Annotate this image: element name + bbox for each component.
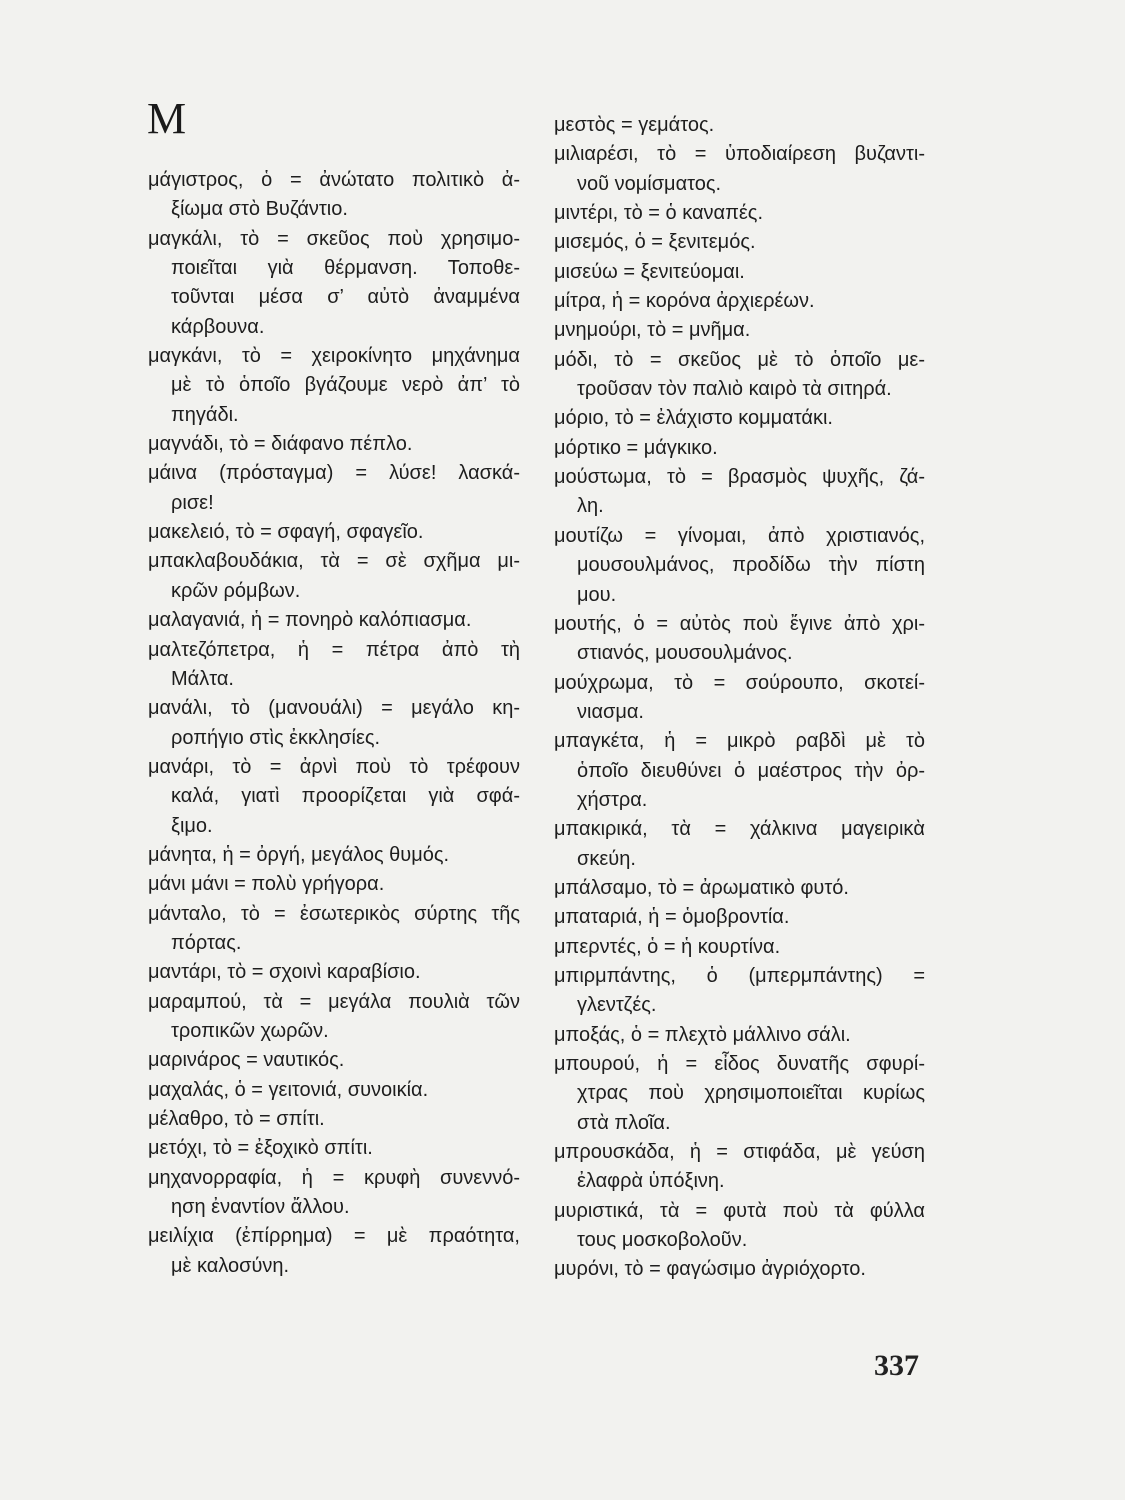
entry-line: μαχαλάς, ὁ = γειτονιά, συνοικία. <box>148 1078 429 1101</box>
glossary-entry <box>554 610 925 669</box>
entry-line: μπαγκέτα, ἡ = μικρὸ ραβδὶ μὲ τὸ <box>554 730 925 753</box>
entry-line: νοῦ νομίσματος. <box>577 172 722 195</box>
entry-line: μαλτεζόπετρα, ἡ = πέτρα ἀπὸ τὴ <box>148 638 520 661</box>
entry-line: μιντέρι, τὸ = ὁ καναπές. <box>554 202 764 225</box>
glossary-entry <box>148 841 520 870</box>
entry-line: μάινα (πρόσταγμα) = λύσε! λασκά- <box>148 462 520 485</box>
glossary-entry <box>148 900 520 959</box>
entry-line: μυριστικά, τὰ = φυτὰ ποὺ τὰ φύλλα <box>554 1199 925 1222</box>
entry-line: μαντάρι, τὸ = σχοινὶ καραβίσιο. <box>148 961 421 984</box>
entry-line: μόριο, τὸ = ἐλάχιστο κομματάκι. <box>554 407 833 430</box>
glossary-entry <box>554 727 925 815</box>
glossary-entry <box>554 199 925 228</box>
entry-line: μάνι μάνι = πολὺ γρήγορα. <box>148 873 385 896</box>
entry-line: μαρινάρος = ναυτικός. <box>148 1049 345 1072</box>
entry-line: μπερντές, ὁ = ἡ κουρτίνα. <box>554 935 781 958</box>
entry-line: τους μοσκοβολοῦν. <box>577 1229 748 1252</box>
entry-line: μπρουσκάδα, ἡ = στιφάδα, μὲ γεύση <box>554 1141 925 1164</box>
glossary-entry <box>554 463 925 522</box>
glossary-entry <box>554 669 925 728</box>
glossary-entry <box>554 933 925 962</box>
glossary-entry <box>148 1164 520 1223</box>
entry-line: μὲ τὸ ὁποῖο βγάζουμε νερὸ ἀπ’ τὸ <box>171 374 520 397</box>
entry-line: μποξάς, ὁ = πλεχτὸ μάλλινο σάλι. <box>554 1023 851 1046</box>
entry-line: ἐλαφρὰ ὑπόξινη. <box>577 1170 725 1193</box>
entry-line: πόρτας. <box>171 931 242 954</box>
glossary-entry <box>554 962 925 1021</box>
entry-line: ρισε! <box>171 491 214 514</box>
glossary-entry <box>148 547 520 606</box>
entry-line: μισεύω = ξενιτεύομαι. <box>554 260 745 283</box>
glossary-entry <box>554 1197 925 1256</box>
entry-line: μουσουλμάνος, προδίδω τὴν πίστη <box>577 554 925 577</box>
entry-line: μάνητα, ἡ = ὀργή, μεγάλος θυμός. <box>148 843 450 866</box>
entry-line: μεστὸς = γεμάτος. <box>554 114 715 136</box>
glossary-entry <box>554 287 925 316</box>
entry-line: στὰ πλοῖα. <box>577 1111 671 1134</box>
entry-line: νιασμα. <box>577 700 644 723</box>
entry-line: κάρβουνα. <box>171 315 265 338</box>
entry-line: μαγκάνι, τὸ = χειροκίνητο μηχάνημα <box>148 345 520 368</box>
glossary-entry <box>148 166 520 225</box>
glossary-entry <box>554 140 925 199</box>
entry-line: μπαταριά, ἡ = ὁμοβροντία. <box>554 906 790 929</box>
entry-line: μίτρα, ἡ = κορόνα ἀρχιερέων. <box>554 290 815 313</box>
glossary-entry <box>554 522 925 610</box>
entry-line: μόρτικο = μάγκικο. <box>554 436 718 459</box>
entry-line: κρῶν ρόμβων. <box>171 579 301 602</box>
entry-line: ροπήγιο στὶς ἐκκλησίες. <box>171 726 381 749</box>
glossary-entry <box>148 1046 520 1075</box>
glossary-entry <box>148 870 520 899</box>
entry-line: μετόχι, τὸ = ἐξοχικὸ σπίτι. <box>148 1137 373 1160</box>
entry-line: σκεύη. <box>577 847 636 870</box>
entry-line: μαραμπού, τὰ = μεγάλα πουλιὰ τῶν <box>148 990 520 1013</box>
glossary-entry <box>148 1105 520 1134</box>
glossary-entry <box>554 228 925 257</box>
entry-line: χήστρα. <box>577 788 648 811</box>
glossary-entry <box>148 1076 520 1105</box>
entry-line: μαγνάδι, τὸ = διάφανο πέπλο. <box>148 433 413 456</box>
glossary-entry <box>148 988 520 1047</box>
entry-line: μιλιαρέσι, τὸ = ὑποδιαίρεση βυζαντι- <box>554 143 925 166</box>
entry-line: μανάρι, τὸ = ἀρνὶ ποὺ τὸ τρέφουν <box>148 755 520 778</box>
entry-line: ποιεῖται γιὰ θέρμανση. Τοποθε- <box>171 257 520 280</box>
glossary-entry <box>554 404 925 433</box>
glossary-entry <box>148 958 520 987</box>
glossary-entry <box>148 1134 520 1163</box>
entry-line: μέλαθρο, τὸ = σπίτι. <box>148 1108 325 1130</box>
page-number: 337 <box>874 1349 919 1382</box>
entry-line: μακελειό, τὸ = σφαγή, σφαγεῖο. <box>148 521 424 544</box>
glossary-entry <box>148 694 520 753</box>
entry-line: μειλίχια (ἐπίρρημα) = μὲ πραότητα, <box>148 1225 520 1248</box>
entry-line: μηχανορραφία, ἡ = κρυφὴ συνεννό- <box>148 1166 520 1189</box>
glossary-entry <box>148 459 520 518</box>
entry-line: καλά, γιατὶ προορίζεται γιὰ σφά- <box>171 785 520 808</box>
entry-line: μπάλσαμο, τὸ = ἀρωματικὸ φυτό. <box>554 876 849 899</box>
entry-line: μάνταλο, τὸ = ἐσωτερικὸς σύρτης τῆς <box>148 902 520 925</box>
entry-line: ξίωμα στὸ Βυζάντιο. <box>171 198 348 221</box>
entry-line: μουτίζω = γίνομαι, ἀπὸ χριστιανός, <box>554 524 925 547</box>
entry-line: ηση ἐναντίον ἄλλου. <box>171 1196 350 1219</box>
glossary-entry <box>554 874 925 903</box>
entry-line: μαγκάλι, τὸ = σκεῦος ποὺ χρησιμο- <box>148 227 520 250</box>
glossary-entry <box>554 111 925 140</box>
entry-line: μπακλαβουδάκια, τὰ = σὲ σχῆμα μι- <box>148 550 520 573</box>
glossary-entry <box>148 430 520 459</box>
section-letter-heading: Μ <box>147 94 187 143</box>
glossary-entry <box>554 1138 925 1197</box>
glossary-entry <box>554 346 925 405</box>
entry-line: μούστωμα, τὸ = βρασμὸς ψυχῆς, ζά- <box>554 466 925 489</box>
entry-line: μάγιστρος, ὁ = ἀνώτατο πολιτικὸ ἀ- <box>148 169 520 191</box>
entry-line: μου. <box>577 583 617 606</box>
glossary-entry <box>148 606 520 635</box>
entry-line: τοῦνται μέσα σ’ αὐτὸ ἀναμμένα <box>171 286 520 309</box>
entry-line: στιανός, μουσουλμάνος. <box>577 642 793 665</box>
entry-line: μόδι, τὸ = σκεῦος μὲ τὸ ὁποῖο με- <box>554 348 925 371</box>
glossary-entry <box>148 636 520 695</box>
glossary-entry <box>554 903 925 932</box>
entry-line: χτρας ποὺ χρησιμοποιεῖται κυρίως <box>577 1082 925 1105</box>
entry-line: μανάλι, τὸ (μανουάλι) = μεγάλο κη- <box>148 697 520 720</box>
glossary-entry <box>554 815 925 874</box>
glossary-entry <box>148 342 520 430</box>
entry-line: Μάλτα. <box>171 667 234 690</box>
entry-line: μὲ καλοσύνη. <box>171 1254 290 1277</box>
entry-line: τροπικῶν χωρῶν. <box>171 1019 329 1042</box>
entry-line: μουτής, ὁ = αὐτὸς ποὺ ἔγινε ἀπὸ χρι- <box>554 612 925 635</box>
glossary-entry <box>148 753 520 841</box>
entry-line: λη. <box>577 495 604 518</box>
glossary-entry <box>554 434 925 463</box>
glossary-entry <box>554 258 925 287</box>
glossary-entry <box>148 225 520 342</box>
entry-line: μπακιρικά, τὰ = χάλκινα μαγειρικὰ <box>554 818 925 841</box>
glossary-entry <box>554 1050 925 1138</box>
right-column <box>554 111 925 1285</box>
glossary-entry <box>148 1222 520 1281</box>
entry-line: μυρόνι, τὸ = φαγώσιμο ἀγριόχορτο. <box>554 1258 866 1281</box>
entry-line: μπουρού, ἡ = εἶδος δυνατῆς σφυρί- <box>554 1053 925 1075</box>
left-column <box>148 166 520 1281</box>
entry-line: μαλαγανιά, ἡ = πονηρὸ καλόπιασμα. <box>148 609 472 632</box>
entry-line: γλεντζές. <box>577 994 657 1017</box>
entry-line: ξιμο. <box>171 814 213 837</box>
entry-line: ὁποῖο διευθύνει ὁ μαέστρος τὴν ὀρ- <box>577 759 925 782</box>
glossary-entry <box>554 1021 925 1050</box>
entry-line: τροῦσαν τὸν παλιὸ καιρὸ τὰ σιτηρά. <box>577 378 892 401</box>
entry-line: μπιρμπάντης, ὁ (μπερμπάντης) = <box>554 964 925 987</box>
glossary-entry <box>554 316 925 345</box>
glossary-entry <box>148 518 520 547</box>
entry-line: πηγάδι. <box>171 403 239 426</box>
glossary-entry <box>554 1255 925 1284</box>
entry-line: μνημούρι, τὸ = μνῆμα. <box>554 319 751 342</box>
entry-line: μισεμός, ὁ = ξενιτεμός. <box>554 231 756 254</box>
entry-line: μούχρωμα, τὸ = σούρουπο, σκοτεί- <box>554 671 925 694</box>
